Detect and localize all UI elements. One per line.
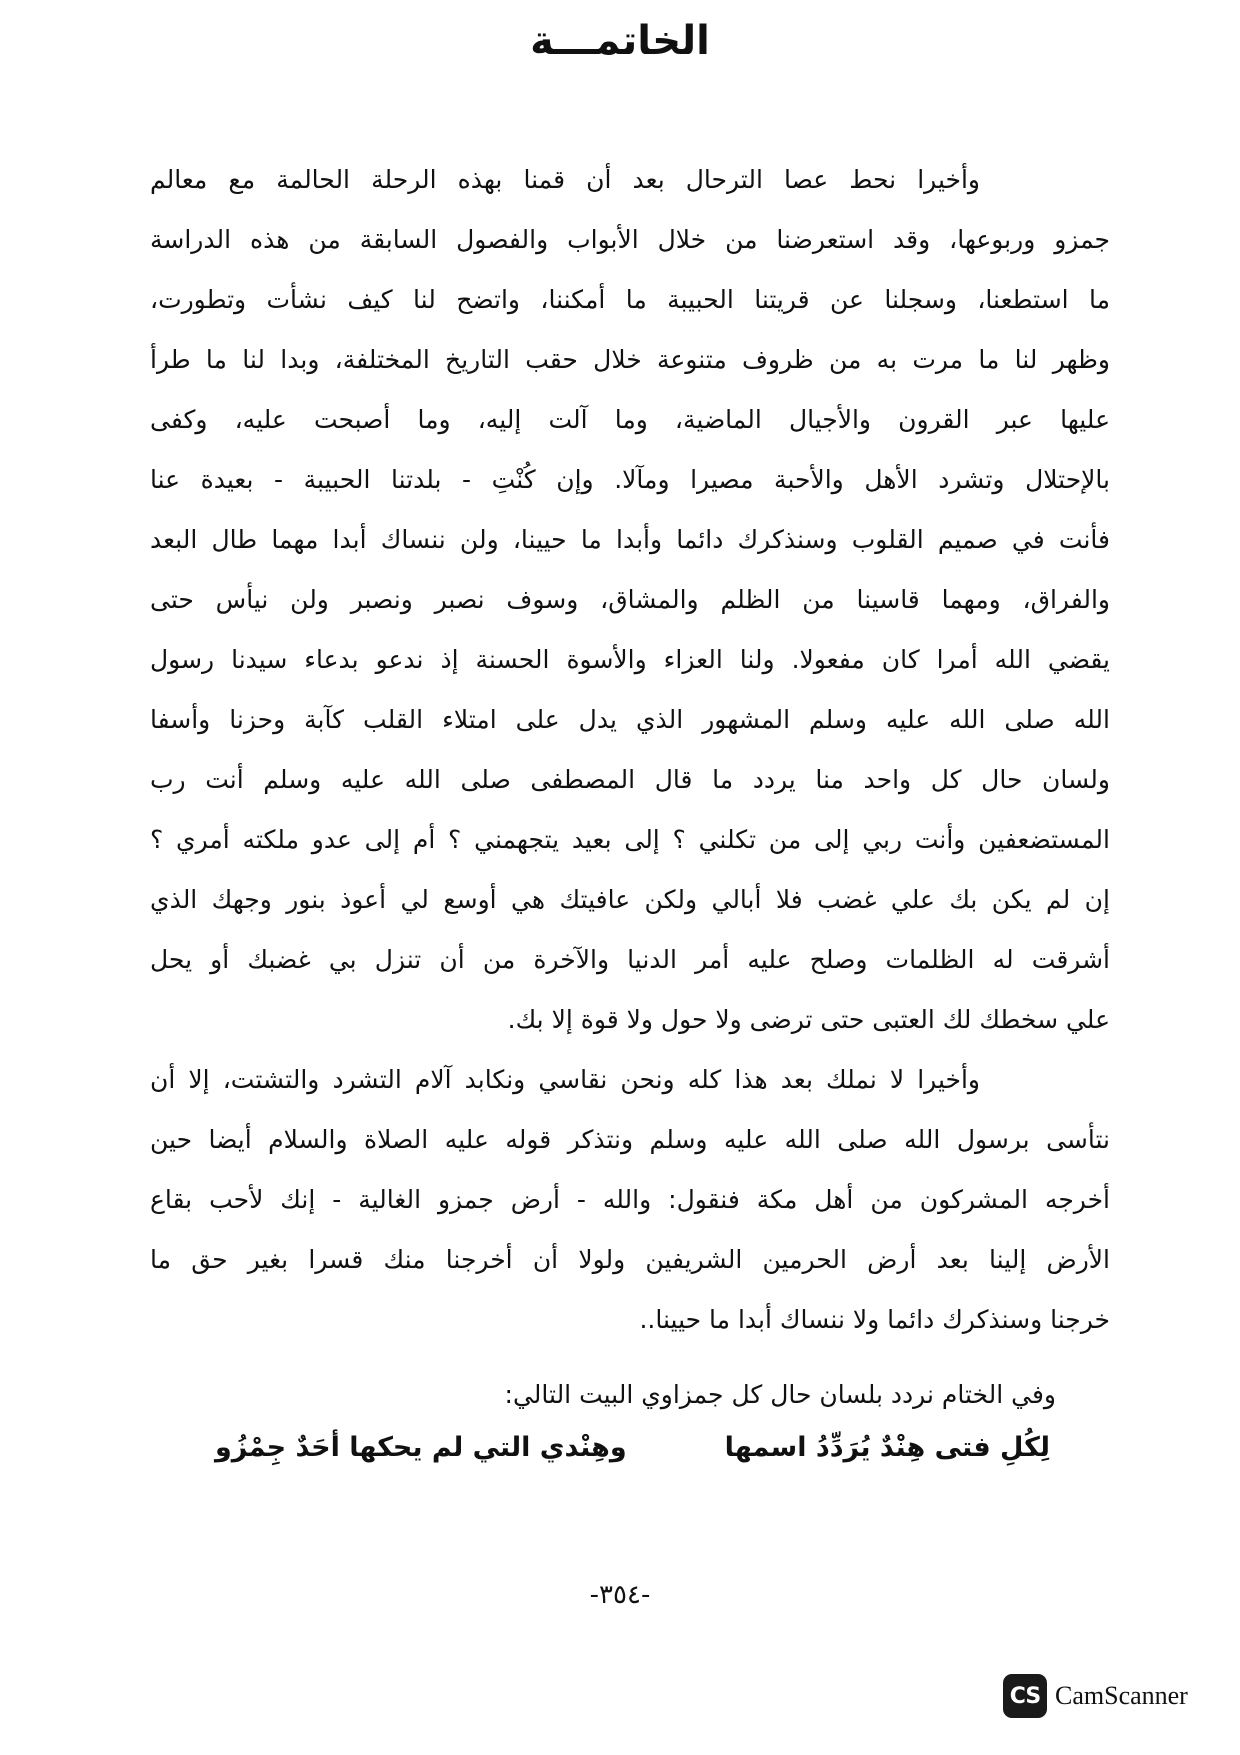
verse-first-hemistich: لِكُلِ فتى هِنْدٌ يُرَدِّدُ اسمها [724,1432,1050,1463]
text-line: وظهر لنا ما مرت به من ظروف متنوعة خلال حقب التاريخ المختلفة، وبدا لنا ما طرأ [150,345,1110,374]
verse-second-hemistich: وهِنْدي التي لم يحكها أحَدٌ جِمْزُو [215,1432,627,1463]
text-line: وأخيرا نحط عصا الترحال بعد أن قمنا بهذه الرحلة الحالمة مع معالم [150,165,980,194]
text-line: أخرجه المشركون من أهل مكة فنقول: والله - أرض جمزو الغالية - إنك لأحب بقاع [150,1185,1110,1214]
text-line: جمزو وربوعها، وقد استعرضنا من خلال الأبواب والفصول السابقة من هذه الدراسة [150,225,1110,254]
text-line: والفراق، ومهما قاسينا من الظلم والمشاق، وسوف نصبر ونصبر ولن نيأس حتى [150,585,1110,614]
text-line: يقضي الله أمرا كان مفعولا. ولنا العزاء والأسوة الحسنة إذ ندعو بدعاء سيدنا رسول [150,645,1110,674]
text-line: ولسان حال كل واحد منا يردد ما قال المصطفى صلى الله عليه وسلم أنت رب [150,765,1110,794]
text-line: خرجنا وسنذكرك دائما ولا ننساك أبدا ما حيينا.. [639,1305,1110,1334]
text-line: إن لم يكن بك علي غضب فلا أبالي ولكن عافيتك هي أوسع لي أعوذ بنور وجهك الذي [150,885,1110,914]
text-line: المستضعفين وأنت ربي إلى من تكلني ؟ إلى بعيد يتجهمني ؟ أم إلى عدو ملكته أمري ؟ [150,825,1110,854]
camscanner-watermark [1003,1672,1188,1720]
camscanner-logo-icon: CS [1003,1674,1047,1718]
text-line: نتأسى برسول الله صلى الله عليه وسلم ونتذكر قوله عليه الصلاة والسلام أيضا حين [150,1125,1110,1154]
text-line: عليها عبر القرون والأجيال الماضية، وما آلت إليه، وما أصبحت عليه، وكفى [150,405,1110,434]
text-line: ما استطعنا، وسجلنا عن قريتنا الحبيبة ما أمكننا، واتضح لنا كيف نشأت وتطورت، [150,285,1110,314]
paragraph-2 [150,1050,1110,1350]
text-line: فأنت في صميم القلوب وسنذكرك دائما وأبدا ما حيينا، ولن ننساك أبدا مهما طال البعد [150,525,1110,554]
text-line: أشرقت له الظلمات وصلح عليه أمر الدنيا والآخرة من أن تنزل بي غضبك أو يحل [150,945,1110,974]
page-title: الخاتمـــة [530,18,710,64]
poem-verse [200,1418,1050,1478]
text-line: وأخيرا لا نملك بعد هذا كله ونحن نقاسي ونكابد آلام التشرد والتشتت، إلا أن [150,1065,980,1094]
camscanner-brand: CamScanner [1055,1681,1188,1710]
text-line: الأرض إلينا بعد أرض الحرمين الشريفين ولولا أن أخرجنا منك قسرا بغير حق ما [150,1245,1110,1274]
page-number: -٣٥٤- [589,1580,651,1610]
verse-intro: وفي الختام نردد بلسان حال كل جمزاوي البيت التالي: [504,1380,1056,1409]
text-line: بالإحتلال وتشرد الأهل والأحبة مصيرا ومآلا. وإن كُنْتِ - بلدتنا الحبيبة - بعيدة عنا [150,465,1110,494]
text-line: علي سخطك لك العتبى حتى ترضى ولا حول ولا قوة إلا بك. [507,1005,1110,1034]
body-text [150,150,1110,1350]
paragraph-1 [150,150,1110,1050]
text-line: الله صلى الله عليه وسلم المشهور الذي يدل على امتلاء القلب كآبة وحزنا وأسفا [150,705,1110,734]
